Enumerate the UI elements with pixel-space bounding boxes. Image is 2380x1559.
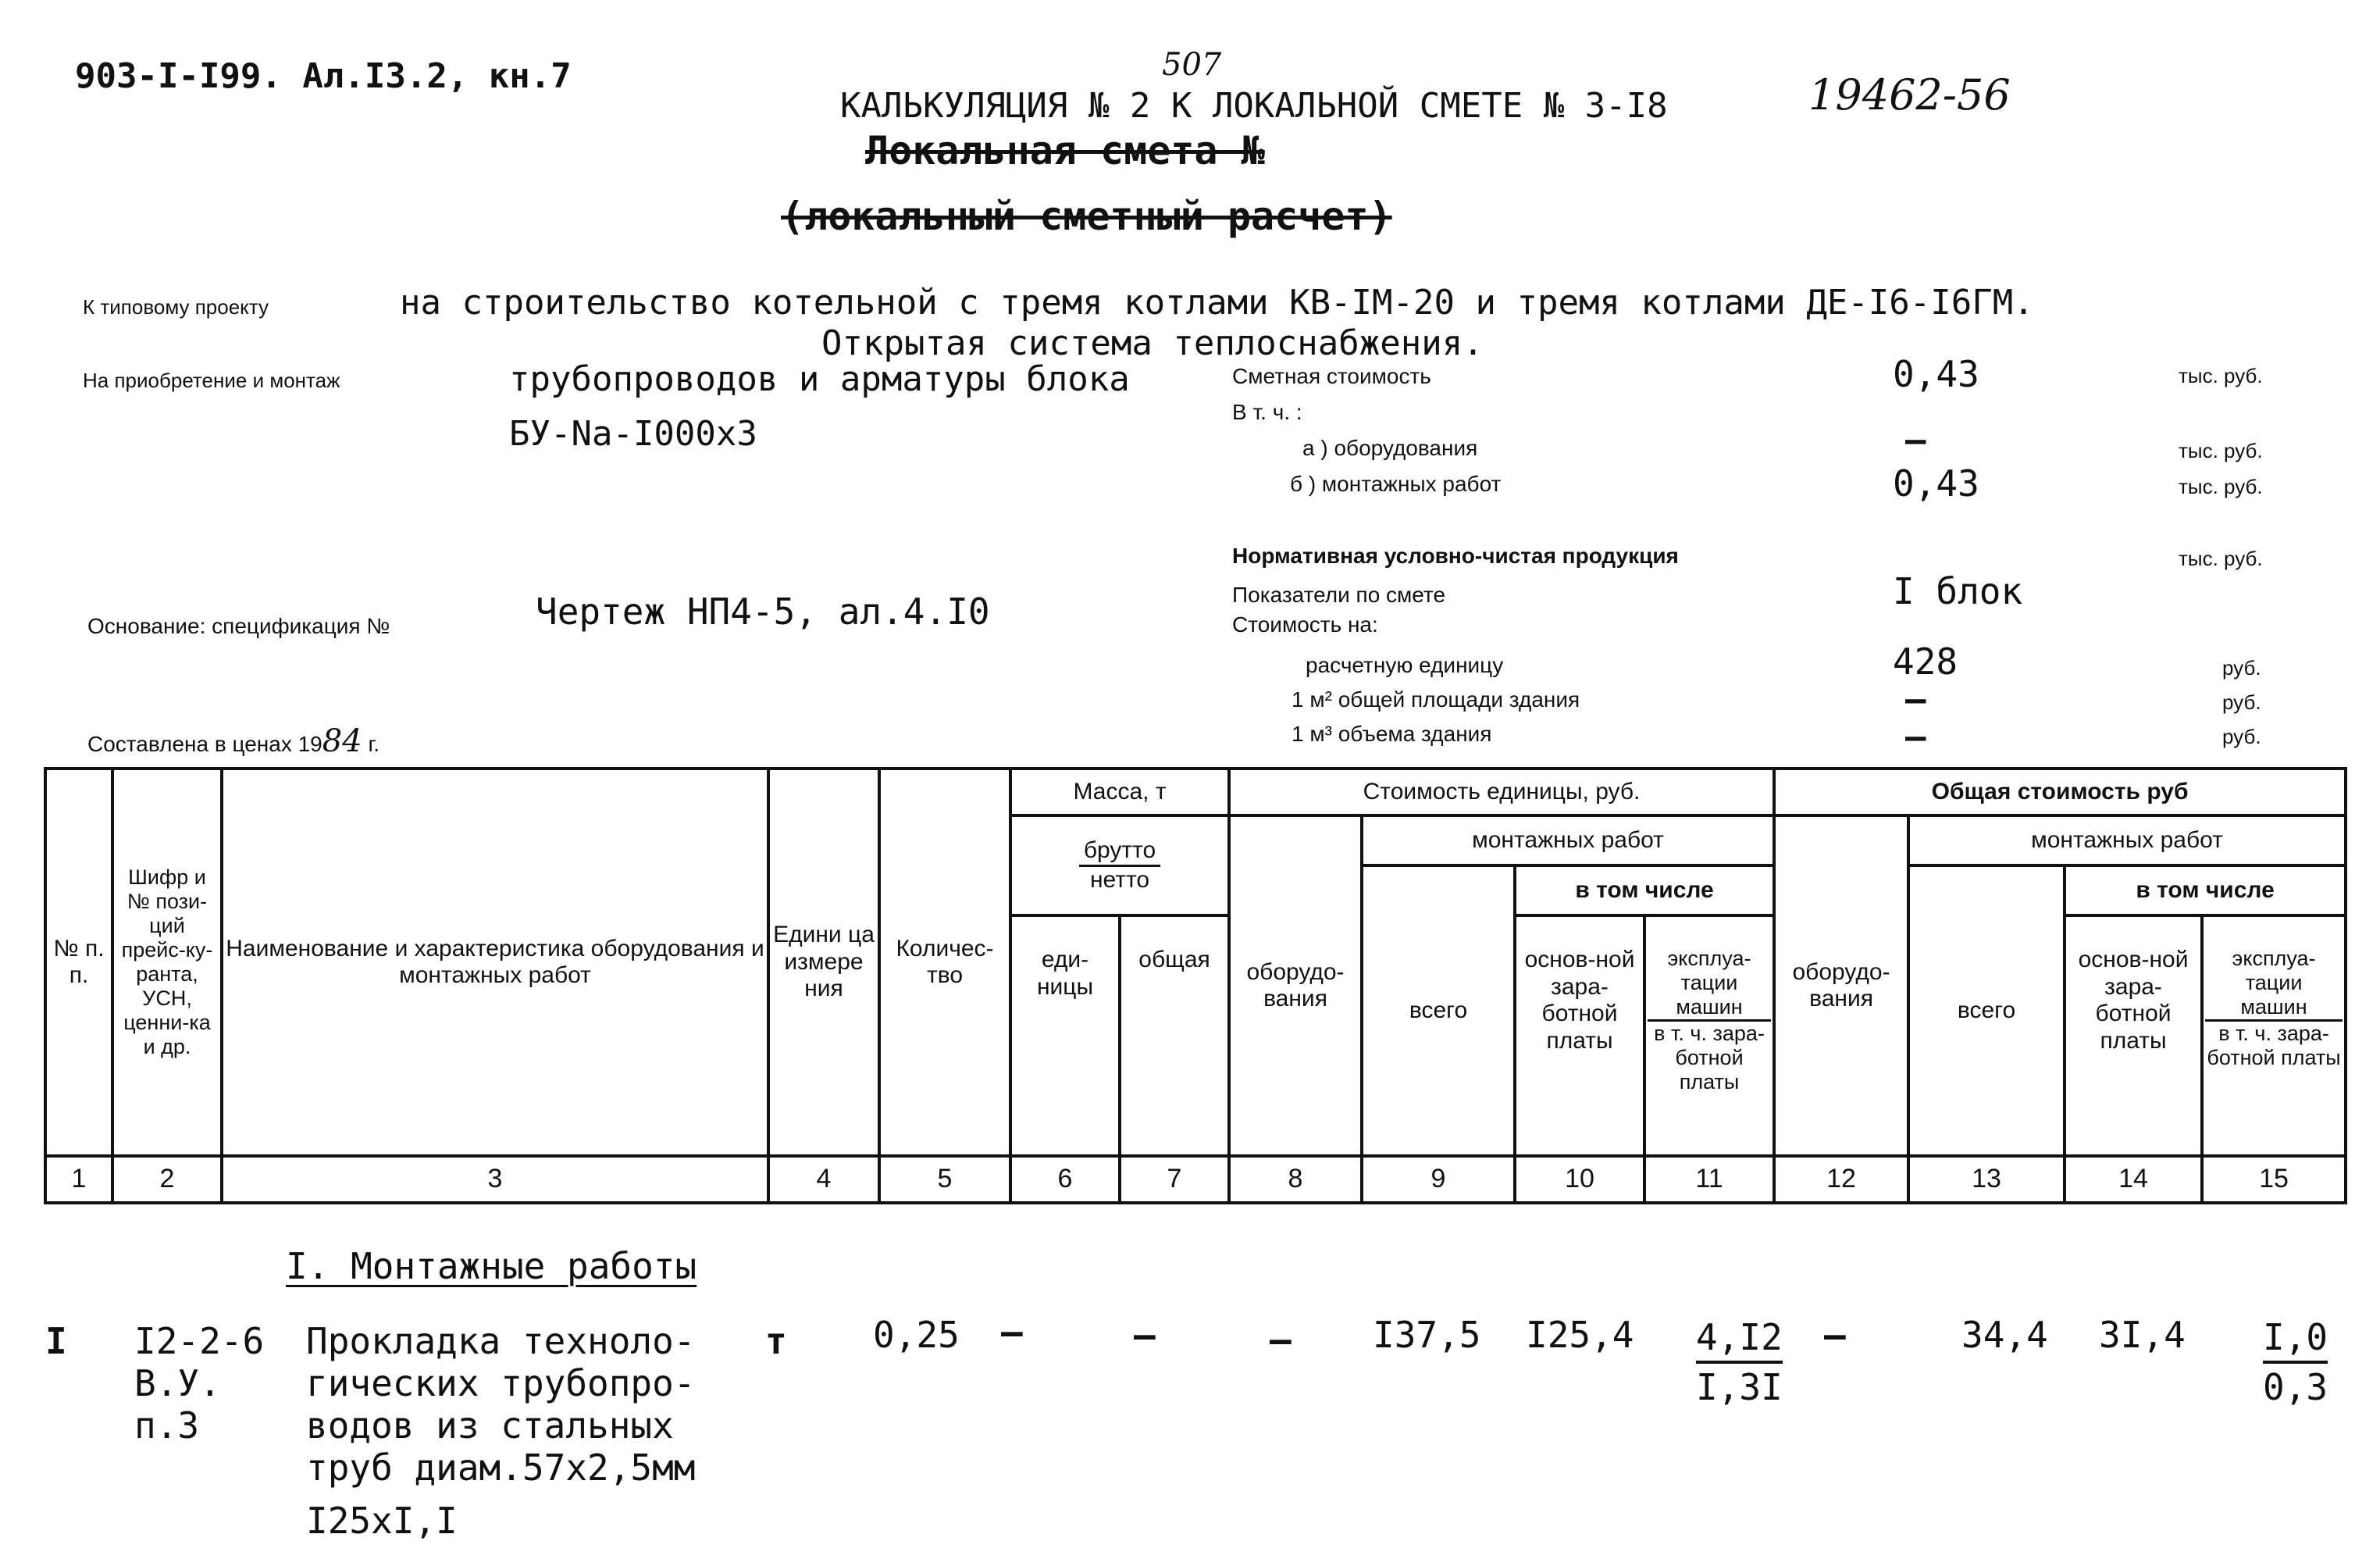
column-number: 12 — [1774, 1156, 1908, 1203]
row-description — [306, 1320, 696, 1542]
column-number: 14 — [2065, 1156, 2202, 1203]
col-header-total-installation: монтажных работ — [1908, 815, 2346, 865]
row-unit-equipment: – — [1270, 1318, 1292, 1361]
col-header-total-base-wage: основ-ной зара-ботной платы — [2065, 915, 2202, 1156]
col-header-unit-including: в том числе — [1515, 865, 1774, 915]
col-header-quantity: Количес-тво — [879, 769, 1010, 1156]
row-unit-machine — [1696, 1314, 1783, 1411]
column-number: 3 — [222, 1156, 768, 1203]
unit-cost-value: 428 — [1893, 640, 1958, 683]
specification-table — [44, 767, 2347, 1204]
unit-machine-wage-label: в т. ч. зара-ботной платы — [1654, 1022, 1765, 1094]
basis-value: Чертеж НП4-5, ал.4.I0 — [536, 590, 990, 633]
row-mass-total: – — [1134, 1314, 1156, 1356]
row-total-equipment: – — [1824, 1314, 1846, 1356]
row-description-line: водов из стальных — [306, 1404, 674, 1447]
volume-cost-label: 1 м³ объема здания — [1292, 722, 1492, 746]
area-cost-value: – — [1905, 680, 1926, 719]
column-number: 9 — [1362, 1156, 1515, 1203]
row-code-line: В.У. — [134, 1362, 221, 1404]
col-header-unit-machine — [1644, 915, 1774, 1156]
column-number: 13 — [1908, 1156, 2065, 1203]
row-total-machine — [2263, 1314, 2328, 1411]
including-label: В т. ч. : — [1232, 400, 1302, 424]
row-total-base-wage: 3I,4 — [2099, 1314, 2186, 1356]
row-description-line: гических трубопро- — [306, 1362, 696, 1404]
col-header-mass-total: общая — [1120, 915, 1229, 1156]
col-header-total-equipment: оборудо-вания — [1774, 815, 1908, 1156]
row-quantity: 0,25 — [873, 1314, 960, 1356]
row-description-line: I25хI,I — [306, 1500, 458, 1542]
equipment-label: а ) оборудования — [1302, 436, 1478, 460]
row-code — [134, 1320, 264, 1447]
col-header-number: № п. п. — [45, 769, 112, 1156]
estimated-cost-unit: тыс. руб. — [2179, 364, 2263, 387]
row-code-line: I2-2-6 — [134, 1320, 265, 1362]
row-total-machine-value: I,0 — [2263, 1314, 2328, 1364]
column-number: 6 — [1010, 1156, 1120, 1203]
installation-unit: тыс. руб. — [2179, 475, 2263, 498]
indicators-label: Показатели по смете — [1232, 583, 1446, 607]
col-header-total-including: в том числе — [2065, 865, 2346, 915]
equipment-unit: тыс. руб. — [2179, 439, 2263, 462]
purpose-label: На приобретение и монтаж — [83, 369, 340, 392]
col-header-brutto-netto — [1010, 815, 1229, 915]
col-header-code: Шифр и № пози-ций прейс-ку-ранта, УСН, ценни-ка и др. — [112, 769, 222, 1156]
row-unit-machine-wage-value: I,3I — [1696, 1366, 1783, 1408]
purpose-text-line1: трубопроводов и арматуры блока — [509, 359, 1130, 399]
col-header-unit-installation: монтажных работ — [1362, 815, 1774, 865]
col-header-unit-cost: Стоимость единицы, руб. — [1229, 769, 1774, 815]
col-header-total-cost: Общая стоимость руб — [1774, 769, 2346, 815]
col-header-mass-unit: еди-ницы — [1010, 915, 1120, 1156]
col-header-unit-all: всего — [1362, 865, 1515, 1156]
column-number: 7 — [1120, 1156, 1229, 1203]
area-cost-label: 1 м² общей площади здания — [1292, 687, 1580, 712]
cost-per-label: Стоимость на: — [1232, 612, 1378, 637]
col-header-unit-equipment: оборудо-вания — [1229, 815, 1362, 1156]
col-header-name: Наименование и характеристика оборудования и монтажных работ — [222, 769, 768, 1156]
volume-cost-value: – — [1905, 717, 1926, 757]
row-total-machine-wage-value: 0,3 — [2263, 1366, 2328, 1408]
column-number: 15 — [2202, 1156, 2346, 1203]
column-number: 1 — [45, 1156, 112, 1203]
page-number: 507 — [1162, 47, 1222, 83]
calculation-title: КАЛЬКУЛЯЦИЯ № 2 К ЛОКАЛЬНОЙ СМЕТЕ № 3-I8 — [840, 86, 1668, 126]
row-description-line: труб диам.57х2,5мм — [306, 1447, 696, 1489]
col-header-mass: Масса, т — [1010, 769, 1229, 815]
total-machine-wage-label: в т. ч. зара-ботной платы — [2207, 1022, 2341, 1070]
col-header-total-all: всего — [1908, 865, 2065, 1156]
prices-line — [87, 723, 379, 759]
basis-label: Основание: спецификация № — [87, 614, 390, 638]
col-header-total-machine — [2202, 915, 2346, 1156]
column-number: 2 — [112, 1156, 222, 1203]
normative-label: Нормативная условно-чистая продукция — [1232, 544, 1679, 568]
row-unit-installation-total: I37,5 — [1373, 1314, 1481, 1356]
column-numbers-row — [45, 1156, 2346, 1203]
row-number: I — [45, 1320, 67, 1362]
installation-label: б ) монтажных работ — [1290, 472, 1502, 496]
row-code-line: п.3 — [134, 1404, 200, 1447]
total-machine-label: эксплуа-тации машин — [2205, 947, 2343, 1022]
row-total-installation: 34,4 — [1961, 1314, 2048, 1356]
row-unit: т — [765, 1320, 787, 1362]
estimated-cost-label: Сметная стоимость — [1232, 364, 1431, 388]
column-number: 4 — [768, 1156, 879, 1203]
document-code: 903-I-I99. Ал.I3.2, кн.7 — [75, 56, 572, 96]
installation-value: 0,43 — [1893, 462, 1979, 505]
purpose-text-line2: БУ-Nа-I000х3 — [509, 414, 757, 454]
row-unit-base-wage: I25,4 — [1526, 1314, 1634, 1356]
brutto-label: брутто — [1079, 837, 1160, 867]
unit-cost-label: расчетную единицу — [1306, 653, 1504, 677]
unit-machine-label: эксплуа-тации машин — [1648, 947, 1771, 1022]
col-header-unit: Едини ца измере ния — [768, 769, 879, 1156]
column-number: 10 — [1515, 1156, 1644, 1203]
prices-label: Составлена в ценах 19 — [87, 732, 322, 756]
indicators-value: I блок — [1893, 570, 2023, 612]
struck-title-line1: Локальная смета № — [865, 128, 1265, 173]
column-number: 11 — [1644, 1156, 1774, 1203]
prices-suffix: г. — [368, 732, 380, 756]
archive-number: 19462-56 — [1808, 70, 2011, 120]
project-label: К типовому проекту — [83, 295, 269, 319]
area-cost-rub: руб. — [2222, 690, 2261, 714]
column-number: 5 — [879, 1156, 1010, 1203]
row-total-machine-fraction — [2263, 1314, 2328, 1411]
project-text-line1: на строительство котельной с тремя котлами КВ-IМ-20 и тремя котлами ДЕ-I6-I6ГМ. — [400, 283, 2034, 323]
row-unit-machine-fraction — [1696, 1314, 1783, 1411]
row-unit-machine-value: 4,I2 — [1696, 1314, 1783, 1364]
equipment-value: – — [1905, 420, 1926, 460]
volume-cost-rub: руб. — [2222, 725, 2261, 748]
normative-unit: тыс. руб. — [2179, 547, 2263, 570]
project-text-line2: Открытая система теплоснабжения. — [821, 323, 1484, 363]
section-title: I. Монтажные работы — [286, 1245, 697, 1287]
unit-cost-rub: руб. — [2222, 656, 2261, 680]
estimated-cost-value: 0,43 — [1893, 353, 1979, 395]
netto-label: нетто — [1089, 866, 1150, 893]
prices-year: 84 — [322, 723, 362, 759]
row-mass-unit: – — [1001, 1311, 1023, 1353]
col-header-unit-base-wage: основ-ной зара-ботной платы — [1515, 915, 1644, 1156]
row-description-line: Прокладка техноло- — [306, 1320, 696, 1362]
column-number: 8 — [1229, 1156, 1362, 1203]
struck-title-line2: (локальный сметный расчет) — [781, 194, 1392, 239]
